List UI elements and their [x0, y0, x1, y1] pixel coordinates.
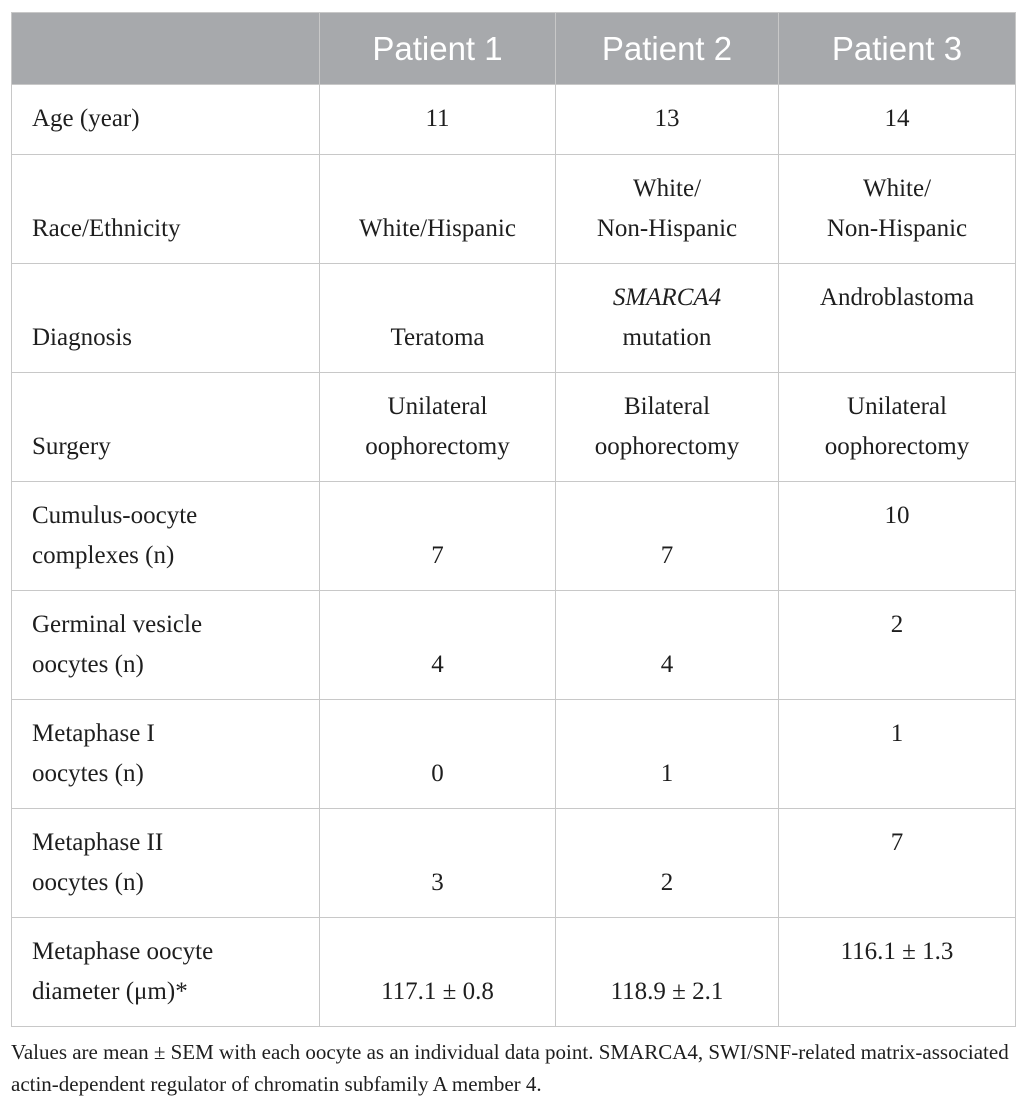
coc-p3: 10 — [884, 502, 910, 529]
diagnosis-p2-line2: mutation — [622, 324, 712, 351]
race-label: Race/Ethnicity — [32, 215, 181, 242]
row-m1 — [12, 700, 1016, 809]
gv-p2-cell — [556, 591, 779, 700]
header-row — [12, 13, 1016, 85]
patient-table — [11, 12, 1016, 1027]
race-p2-cell — [556, 155, 779, 264]
header-patient-1: Patient 1 — [320, 13, 556, 85]
diameter-p3-cell — [779, 918, 1016, 1027]
m1-p3-cell — [779, 700, 1016, 809]
age-label: Age (year) — [12, 85, 320, 155]
header-patient-2: Patient 2 — [556, 13, 779, 85]
gv-p1: 4 — [431, 651, 444, 678]
coc-label-cell — [12, 482, 320, 591]
diagnosis-p3-cell — [779, 264, 1016, 373]
coc-p1-cell — [320, 482, 556, 591]
row-age — [12, 85, 1016, 155]
coc-p2-cell — [556, 482, 779, 591]
row-m2 — [12, 809, 1016, 918]
m2-label-line1: Metaphase II — [32, 829, 164, 856]
coc-p3-cell — [779, 482, 1016, 591]
race-p2-line2: Non-Hispanic — [596, 215, 738, 242]
surgery-p2-cell — [556, 373, 779, 482]
diagnosis-p3: Androblastoma — [819, 284, 975, 311]
m1-label-line1: Metaphase I — [32, 720, 155, 747]
m1-p2: 1 — [660, 760, 674, 787]
surgery-label: Surgery — [32, 433, 111, 460]
m1-label-cell — [12, 700, 320, 809]
diagnosis-label: Diagnosis — [32, 324, 132, 351]
coc-p2: 7 — [660, 542, 674, 569]
table-footnote: Values are mean ± SEM with each oocyte as an individual data point. SMARCA4, SWI/SNF-related matrix-associated actin-dependent regulator of chromatin subfamily A member 4. — [11, 1040, 1009, 1096]
row-gv — [12, 591, 1016, 700]
coc-p1: 7 — [431, 542, 444, 569]
row-diameter — [12, 918, 1016, 1027]
race-p3-line1: White/ — [862, 175, 932, 202]
diameter-label-cell — [12, 918, 320, 1027]
diameter-p3: 116.1 ± 1.3 — [840, 938, 954, 965]
gv-p1-cell — [320, 591, 556, 700]
age-p1: 11 — [320, 85, 556, 155]
m1-label-line2: oocytes (n) — [32, 760, 144, 787]
gv-label-line1: Germinal vesicle — [32, 611, 203, 638]
race-p3-line2: Non-Hispanic — [826, 215, 968, 242]
surgery-label-cell — [12, 373, 320, 482]
diameter-p1-cell — [320, 918, 556, 1027]
diagnosis-label-cell — [12, 264, 320, 373]
diameter-p1: 117.1 ± 0.8 — [381, 978, 494, 1005]
m2-p2-cell — [556, 809, 779, 918]
row-diagnosis — [12, 264, 1016, 373]
coc-label-line1: Cumulus-oocyte — [32, 502, 198, 529]
surgery-p1-cell — [320, 373, 556, 482]
m1-p2-cell — [556, 700, 779, 809]
diagnosis-p2-cell — [556, 264, 779, 373]
coc-label-line2: complexes (n) — [32, 542, 175, 569]
age-p2: 13 — [556, 85, 779, 155]
diameter-label-line2: diameter (μm)* — [32, 978, 188, 1005]
gv-p2: 4 — [660, 651, 674, 678]
header-patient-3: Patient 3 — [779, 13, 1016, 85]
surgery-p1-line2: oophorectomy — [365, 433, 510, 460]
race-p1-cell — [320, 155, 556, 264]
diameter-p2-cell — [556, 918, 779, 1027]
m2-p3: 7 — [890, 829, 904, 856]
race-label-cell — [12, 155, 320, 264]
age-p3: 14 — [779, 85, 1016, 155]
surgery-p3-line1: Unilateral — [847, 393, 947, 420]
row-surgery — [12, 373, 1016, 482]
surgery-p2-line1: Bilateral — [623, 393, 711, 420]
race-p3-cell — [779, 155, 1016, 264]
race-p1: White/Hispanic — [359, 215, 516, 242]
diagnosis-p1: Teratoma — [390, 324, 485, 351]
m1-p3: 1 — [890, 720, 904, 747]
row-race — [12, 155, 1016, 264]
row-coc — [12, 482, 1016, 591]
surgery-p3-line2: oophorectomy — [824, 433, 970, 460]
m2-p3-cell — [779, 809, 1016, 918]
diameter-label-line1: Metaphase oocyte — [32, 938, 214, 965]
gv-label-line2: oocytes (n) — [32, 651, 144, 678]
gv-p3: 2 — [890, 611, 904, 638]
gv-label-cell — [12, 591, 320, 700]
surgery-p1-line1: Unilateral — [387, 393, 488, 420]
m2-p1: 3 — [431, 869, 444, 896]
race-p2-line1: White/ — [632, 175, 702, 202]
diameter-p2: 118.9 ± 2.1 — [610, 978, 724, 1005]
diagnosis-p2-line1: SMARCA4 — [612, 284, 722, 311]
m1-p1-cell — [320, 700, 556, 809]
surgery-p2-line2: oophorectomy — [594, 433, 740, 460]
diagnosis-p1-cell — [320, 264, 556, 373]
gv-p3-cell — [779, 591, 1016, 700]
surgery-p3-cell — [779, 373, 1016, 482]
m2-label-line2: oocytes (n) — [32, 869, 144, 896]
m1-p1: 0 — [431, 760, 444, 787]
m2-p2: 2 — [660, 869, 674, 896]
m2-p1-cell — [320, 809, 556, 918]
header-blank — [12, 13, 320, 85]
m2-label-cell — [12, 809, 320, 918]
